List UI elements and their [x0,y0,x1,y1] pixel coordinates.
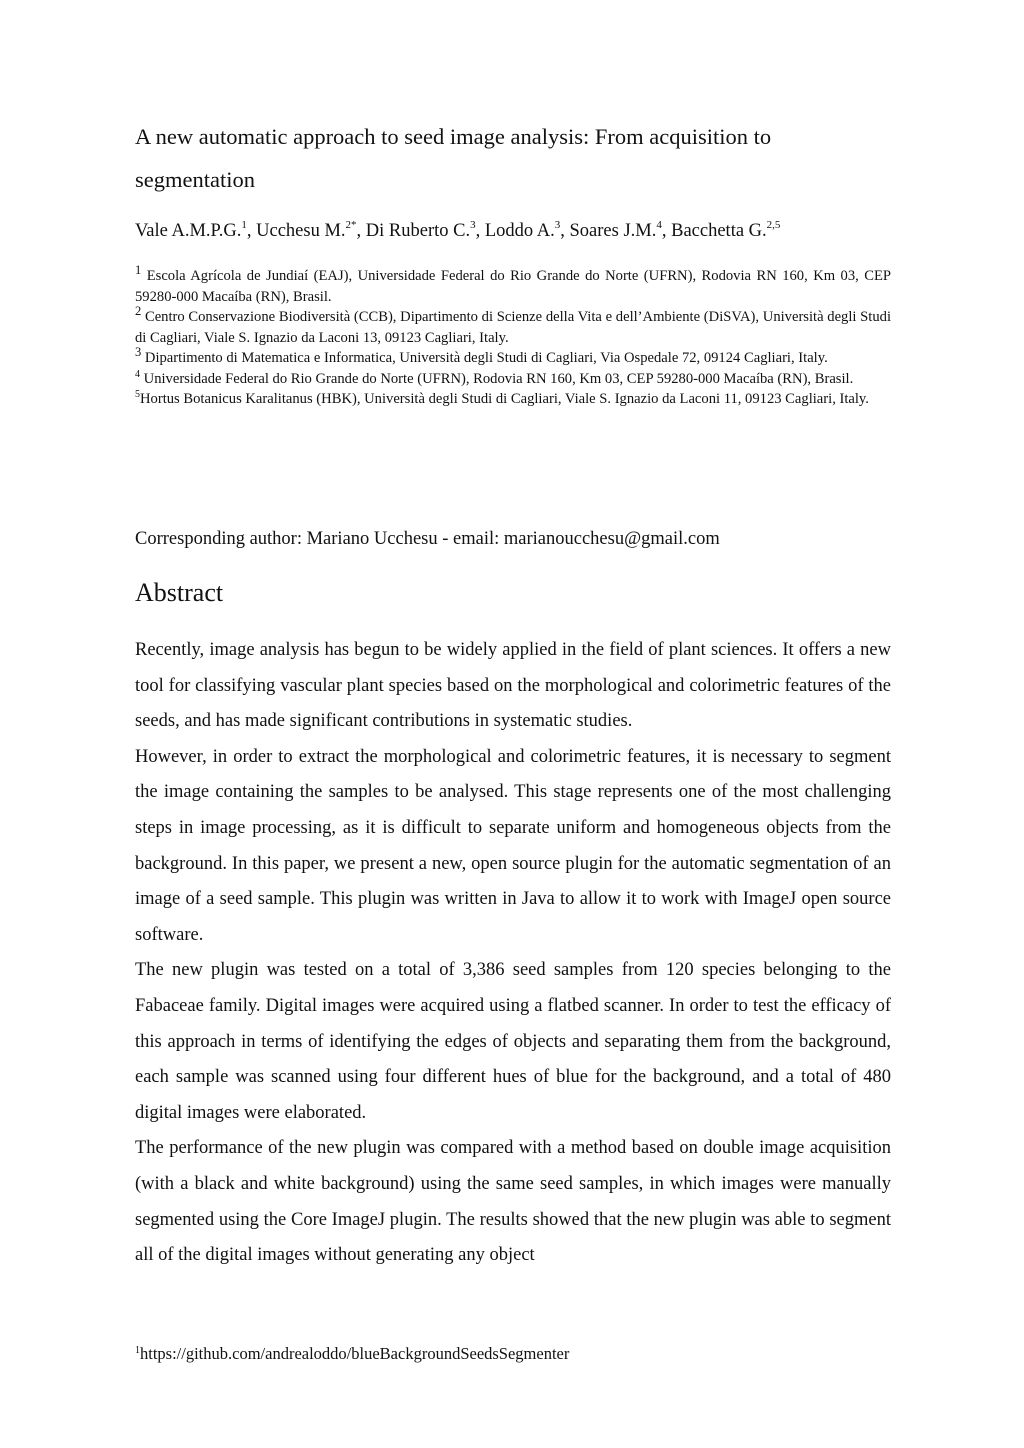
author: Loddo A.$^3$ [484,219,561,241]
abstract-body [135,633,891,1274]
author: Bacchetta G.$^{2,5}$ [671,219,781,241]
abstract-paragraph: The performance of the new plugin was compared with a method based on double image acquisition (with a black and white background) using the same seed samples, in which images were manually segmented using the Core ImageJ plugin. The results showed that the new plugin was able to segment all of the digital images without generating any object [135,1138,891,1266]
abstract-paragraph: The new plugin was tested on a total of 3,386 seed samples from 120 species belonging to the Fabaceae family. Digital images were acquired using a flatbed scanner. In order to test the efficacy of this approach in terms of identifying the edges of objects and separating them from the background, each sample was scanned using four different hues of blue for the background, and a total of 480 digital images were elaborated. [135,960,891,1123]
footnote-url[interactable]: https://github.com/andrealoddo/blueBackgroundSeedsSegmenter [140,1344,570,1363]
author-list: Vale A.M.P.G.$^1$, Ucchesu M.$^{2*}$, Di Ruberto C.$^3$, Loddo A.$^3$, Soares J.M.$^4$, Bacchetta G.$^{2,5}$ [135,219,781,241]
abstract-paragraph: Recently, image analysis has begun to be widely applied in the field of plant sciences. It offers a new tool for classifying vascular plant species based on the morphological and colorimetric features of the seeds, and has made significant contributions in systematic studies. [135,640,891,732]
affiliation: $^1$ Escola Agrícola de Jundiaí (EAJ), Universidade Federal do Rio Grande do Norte (UFRN), Rodovia RN 160, Km 03, CEP 59280-000 Macaíba (RN), Brasil. [135,263,891,305]
paper-title: A new automatic approach to seed image analysis: From acquisition to segmentation [135,124,772,192]
corresponding-author: Corresponding author: Mariano Ucchesu - email: marianoucchesu@gmail.com [135,529,720,549]
author: Vale A.M.P.G.$^1$ [135,219,247,241]
affiliation: $^5$Hortus Botanicus Karalitanus (HBK), Università degli Studi di Cagliari, Viale S. Ignazio da Laconi 11, 09123 Cagliari, Italy. [135,389,869,407]
affiliation: $^3$ Dipartimento di Matematica e Informatica, Università degli Studi di Cagliari, Via Ospedale 72, 09124 Cagliari, Italy. [135,345,828,366]
author: Ucchesu M.$^{2*}$ [256,219,357,241]
abstract-heading: Abstract [135,578,224,607]
footnote: $^1$https://github.com/andrealoddo/blueBackgroundSeedsSegmenter [135,1344,570,1363]
abstract-paragraph: However, in order to extract the morphological and colorimetric features, it is necessary to segment the image containing the samples to be analysed. This stage represents one of the most challenging steps in image processing, as it is difficult to separate uniform and homogeneous objects from the background. In this paper, we present a new, open source plugin for the automatic segmentation of an image of a seed sample. This plugin was written in Java to allow it to work with ImageJ open source software. [135,746,891,945]
affiliation: $^2$ Centro Conservazione Biodiversità (CCB), Dipartimento di Scienze della Vita e dell’Ambiente (DiSVA), Università degli Studi di Cagliari, Viale S. Ignazio da Laconi 13, 09123 Cagliari, Italy. [135,304,891,346]
author: Soares J.M.$^4$ [569,219,662,241]
affiliations [135,263,891,410]
affiliation: $^4$ Universidade Federal do Rio Grande do Norte (UFRN), Rodovia RN 160, Km 03, CEP 59280-000 Macaíba (RN), Brasil. [135,368,854,387]
author: Di Ruberto C.$^3$ [365,219,476,241]
